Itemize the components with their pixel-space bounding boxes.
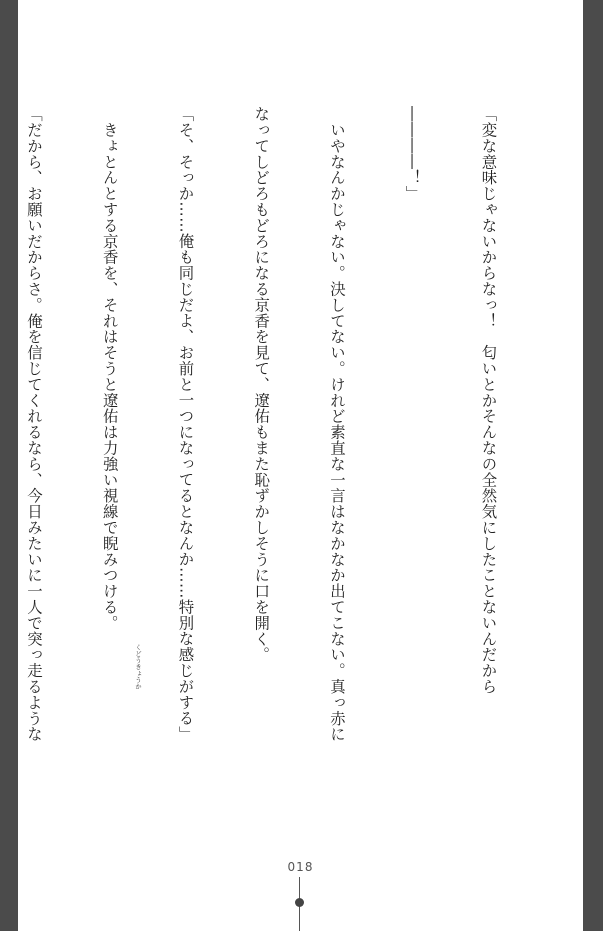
- text-line: 「変な意味じゃないからなっ！ 匂いとかそんなの全然気にしたことないんだから: [479, 106, 498, 695]
- text-line: 「だから、お願いだからさ。俺を信じてくれるなら、今日みたいに一人で突っ走るような: [25, 106, 43, 742]
- book-page: [18, 0, 583, 931]
- page-marker-dot: [295, 898, 304, 907]
- ruby-annotation: くどうきょうか: [134, 644, 142, 690]
- viewer-right-border: [583, 0, 603, 931]
- text-line: なってしどろもどろになる京香を見て、遼佑もまた恥ずかしそうに口を開く。: [252, 106, 271, 663]
- page-number: 018: [287, 860, 314, 874]
- text-line: いやなんかじゃない。決してない。けれど素直な一言はなかなか出てこない。真っ赤に: [328, 106, 346, 742]
- text-line: きょとんとする京香を、それはそうと遼佑は力強い視線で睨みつける。: [100, 106, 119, 631]
- text-line: ――――！」: [403, 106, 422, 202]
- vertical-text-body: [25, 106, 551, 778]
- text-line: 「そ、そっか……俺も同じだよ、お前と一つになってるとなんか……特別な感じがする」: [176, 106, 195, 742]
